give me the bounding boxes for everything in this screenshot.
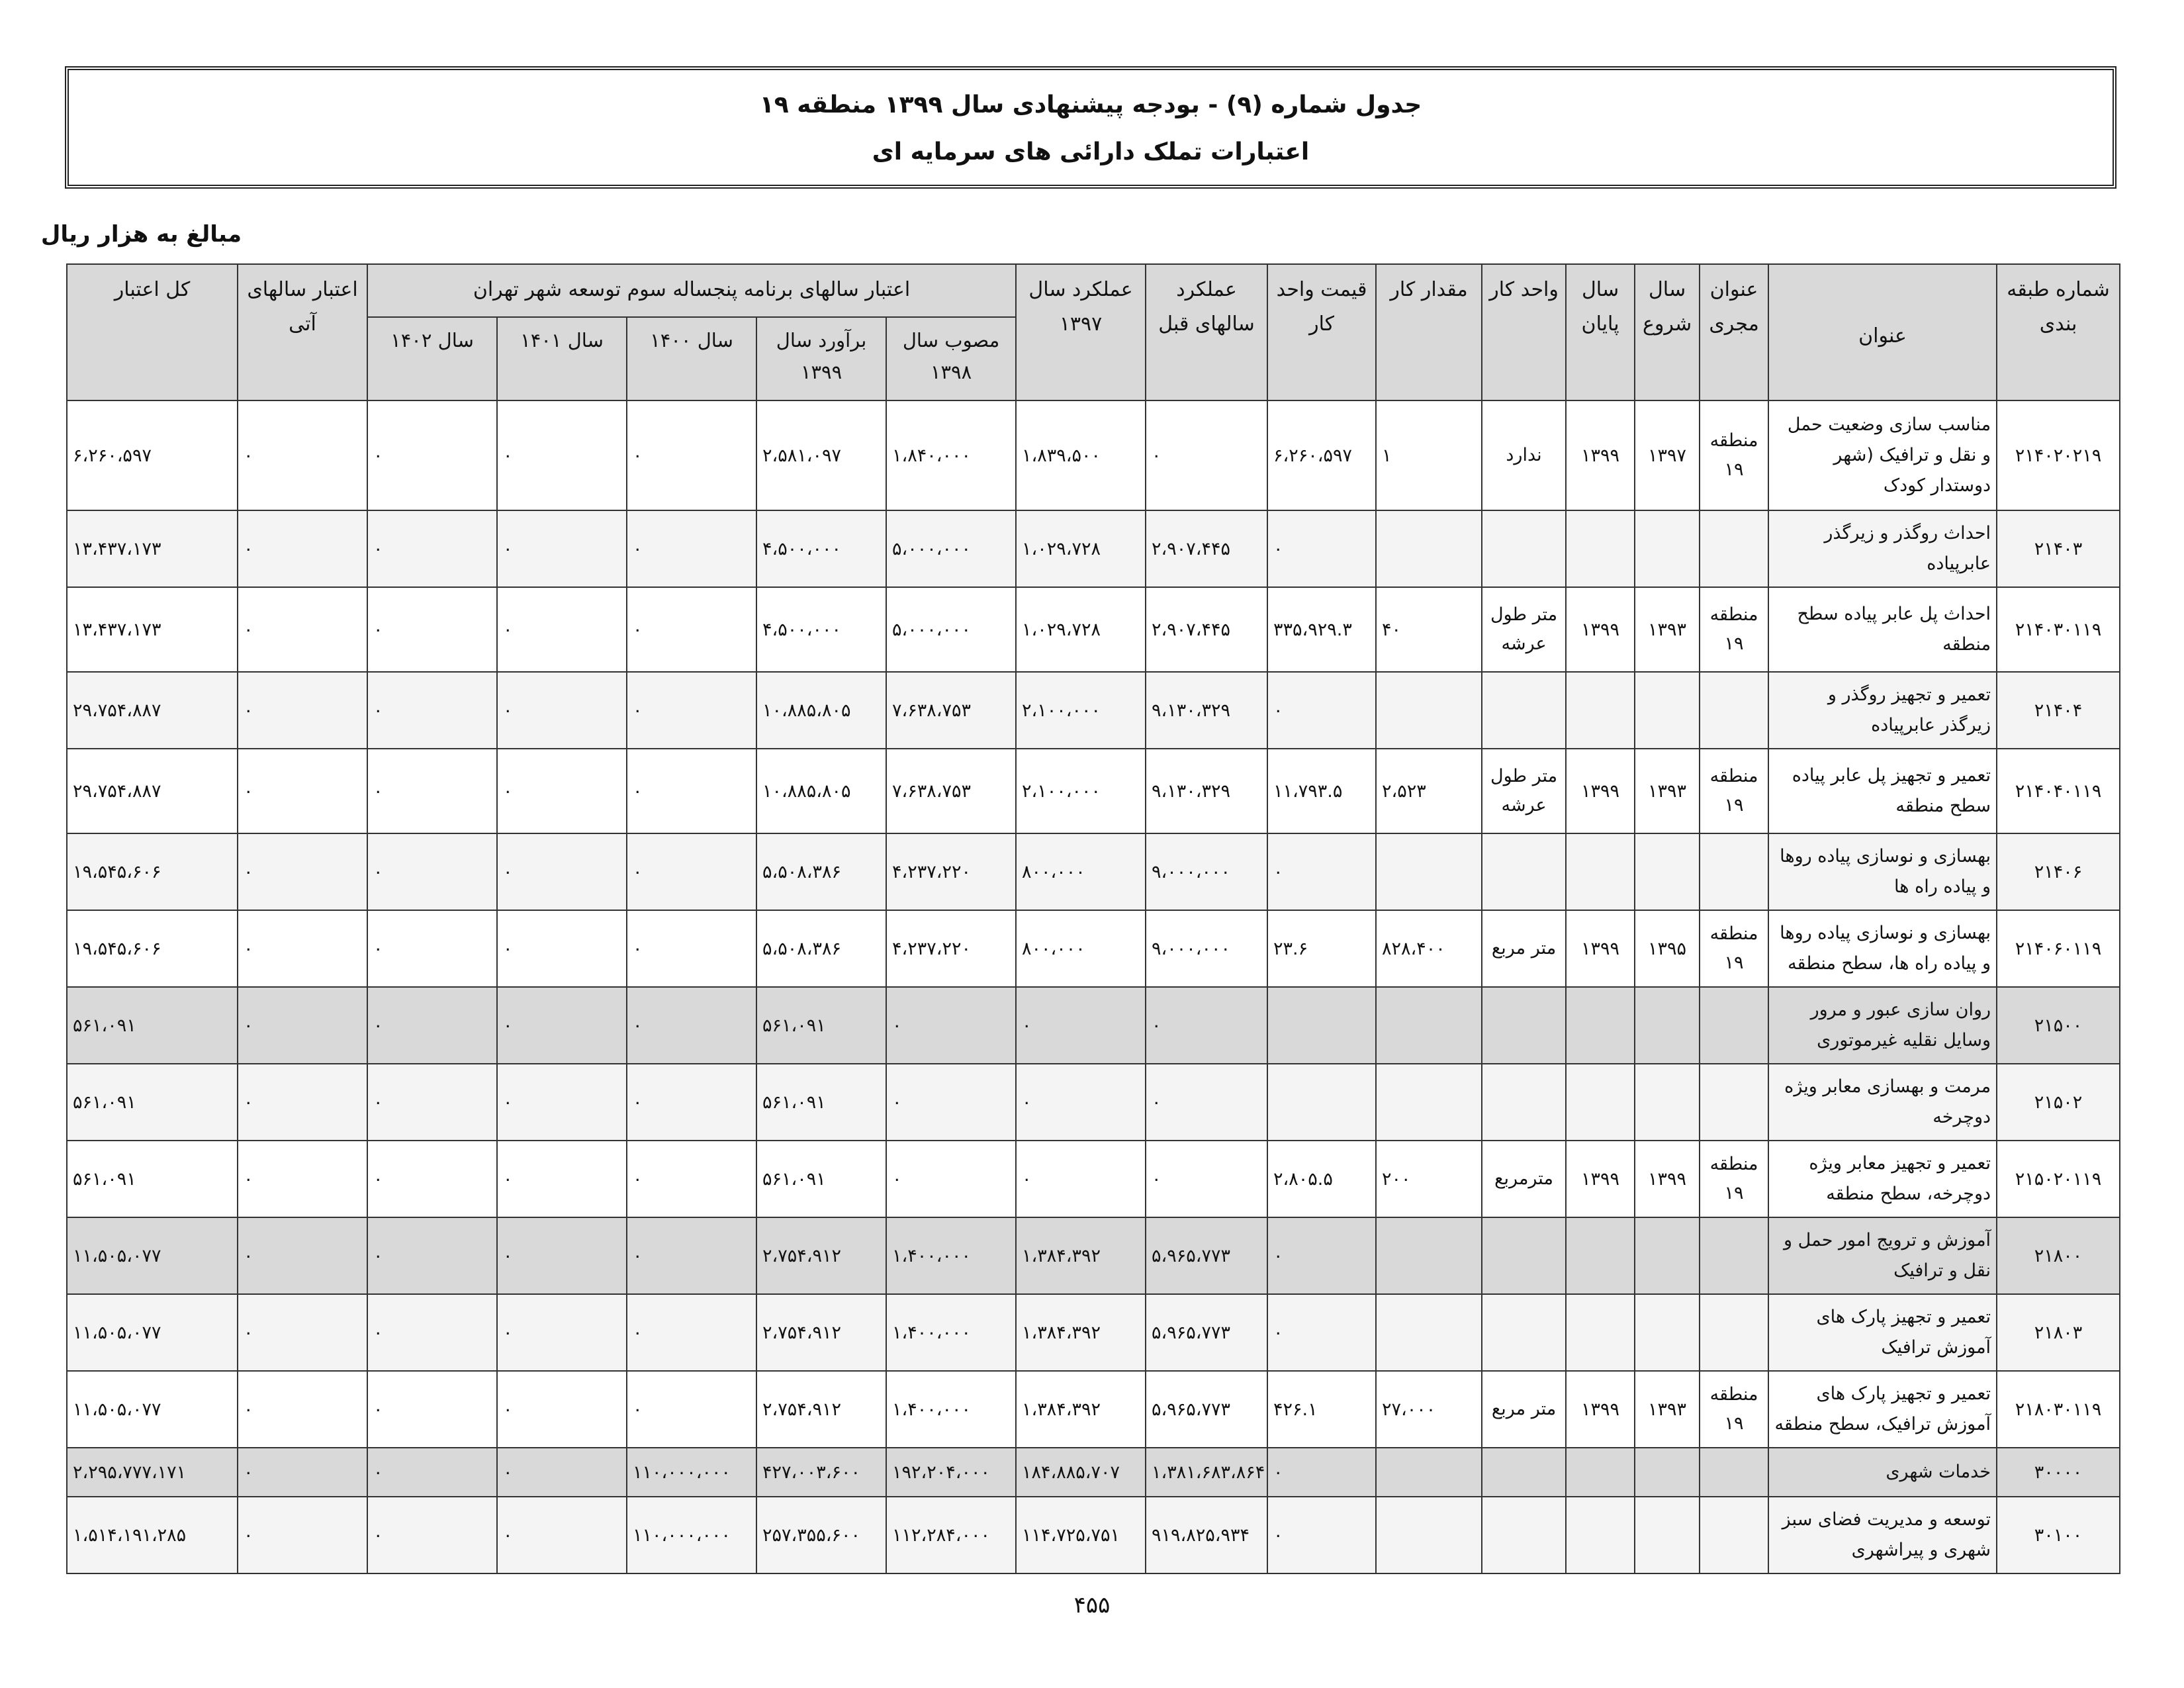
- unit-label: مبالغ به هزار ریال: [40, 221, 242, 248]
- cell-y1402: ۰: [367, 672, 497, 749]
- cell-e1399: ۲،۷۵۴،۹۱۲: [756, 1217, 886, 1294]
- cell-start: [1635, 1064, 1700, 1141]
- cell-amount: ۸۲۸،۴۰۰: [1376, 910, 1482, 987]
- cell-unit: [1482, 1064, 1566, 1141]
- cell-p1397: ۱،۳۸۴،۳۹۲: [1016, 1217, 1146, 1294]
- table-row: [67, 672, 2120, 749]
- header-estimate-1399: برآورد سال ۱۳۹۹: [756, 317, 886, 400]
- cell-prev: ۵،۹۶۵،۷۷۳: [1146, 1217, 1267, 1294]
- cell-title: تعمیر و تجهیز پارک های آموزش ترافیک: [1768, 1294, 1997, 1371]
- cell-code: ۲۱۴۰۳: [1997, 510, 2120, 587]
- cell-y1401: ۰: [497, 987, 627, 1064]
- cell-price: ۰: [1267, 1448, 1376, 1497]
- cell-price: ۰: [1267, 510, 1376, 587]
- cell-a1398: ۵،۰۰۰،۰۰۰: [886, 510, 1016, 587]
- cell-unit: [1482, 672, 1566, 749]
- cell-price: ۰: [1267, 1217, 1376, 1294]
- cell-total: ۶،۲۶۰،۵۹۷: [67, 400, 238, 510]
- cell-prev: ۰: [1146, 1141, 1267, 1217]
- table-row: [67, 1141, 2120, 1217]
- cell-unit: متر مربع: [1482, 1371, 1566, 1448]
- header-start-year: سال شروع: [1635, 264, 1700, 400]
- table-row: [67, 987, 2120, 1064]
- cell-y1401: ۰: [497, 1294, 627, 1371]
- cell-unit: متر مربع: [1482, 910, 1566, 987]
- cell-total: ۲۹،۷۵۴،۸۸۷: [67, 749, 238, 833]
- cell-y1402: ۰: [367, 910, 497, 987]
- cell-e1399: ۲،۷۵۴،۹۱۲: [756, 1371, 886, 1448]
- cell-code: ۳۰۰۰۰: [1997, 1448, 2120, 1497]
- cell-code: ۲۱۴۰۲۰۲۱۹: [1997, 400, 2120, 510]
- cell-y1402: ۰: [367, 1294, 497, 1371]
- cell-amount: ۲۰۰: [1376, 1141, 1482, 1217]
- cell-title: خدمات شهری: [1768, 1448, 1997, 1497]
- cell-y1401: ۰: [497, 1064, 627, 1141]
- cell-future: ۰: [238, 987, 367, 1064]
- cell-amount: [1376, 833, 1482, 910]
- cell-title: آموزش و ترویج امور حمل و نقل و ترافیک: [1768, 1217, 1997, 1294]
- cell-a1398: ۱،۴۰۰،۰۰۰: [886, 1217, 1016, 1294]
- cell-y1402: ۰: [367, 1217, 497, 1294]
- cell-e1399: ۴۲۷،۰۰۳،۶۰۰: [756, 1448, 886, 1497]
- header-approved-1398: مصوب سال ۱۳۹۸: [886, 317, 1016, 400]
- cell-y1400: ۱۱۰،۰۰۰،۰۰۰: [627, 1448, 756, 1497]
- cell-future: ۰: [238, 1217, 367, 1294]
- cell-y1400: ۰: [627, 910, 756, 987]
- cell-e1399: ۵،۵۰۸،۳۸۶: [756, 910, 886, 987]
- cell-unit: متر طول عرشه: [1482, 749, 1566, 833]
- cell-e1399: ۱۰،۸۸۵،۸۰۵: [756, 749, 886, 833]
- table-row: [67, 1448, 2120, 1497]
- cell-start: ۱۳۹۹: [1635, 1141, 1700, 1217]
- cell-end: [1566, 672, 1635, 749]
- cell-p1397: ۱۸۴،۸۸۵،۷۰۷: [1016, 1448, 1146, 1497]
- cell-p1397: ۸۰۰،۰۰۰: [1016, 833, 1146, 910]
- cell-e1399: ۲،۵۸۱،۰۹۷: [756, 400, 886, 510]
- table-row: [67, 1217, 2120, 1294]
- cell-total: ۱۱،۵۰۵،۰۷۷: [67, 1371, 238, 1448]
- cell-unit: [1482, 833, 1566, 910]
- cell-p1397: ۱۱۴،۷۲۵،۷۵۱: [1016, 1497, 1146, 1573]
- cell-executor: منطقه ۱۹: [1700, 1371, 1768, 1448]
- cell-a1398: ۷،۶۳۸،۷۵۳: [886, 749, 1016, 833]
- cell-e1399: ۲۵۷،۳۵۵،۶۰۰: [756, 1497, 886, 1573]
- cell-y1400: ۰: [627, 672, 756, 749]
- cell-e1399: ۵۶۱،۰۹۱: [756, 987, 886, 1064]
- cell-unit: مترمربع: [1482, 1141, 1566, 1217]
- table-row: [67, 1294, 2120, 1371]
- cell-title: تعمیر و تجهیز معابر ویژه دوچرخه، سطح منطقه: [1768, 1141, 1997, 1217]
- cell-code: ۲۱۸۰۰: [1997, 1217, 2120, 1294]
- cell-total: ۱۳،۴۳۷،۱۷۳: [67, 587, 238, 672]
- cell-price: ۴۲۶.۱: [1267, 1371, 1376, 1448]
- cell-y1402: ۰: [367, 587, 497, 672]
- cell-future: ۰: [238, 510, 367, 587]
- header-program-group: اعتبار سالهای برنامه پنجساله سوم توسعه شهر تهران: [367, 264, 1016, 317]
- cell-start: [1635, 510, 1700, 587]
- cell-code: ۲۱۴۰۳۰۱۱۹: [1997, 587, 2120, 672]
- cell-executor: [1700, 1497, 1768, 1573]
- cell-start: ۱۳۹۷: [1635, 400, 1700, 510]
- cell-end: [1566, 1294, 1635, 1371]
- cell-title: بهسازی و نوسازی پیاده روها و پیاده راه ها، سطح منطقه: [1768, 910, 1997, 987]
- cell-end: ۱۳۹۹: [1566, 400, 1635, 510]
- cell-code: ۲۱۵۰۰: [1997, 987, 2120, 1064]
- cell-y1402: ۰: [367, 987, 497, 1064]
- cell-end: ۱۳۹۹: [1566, 1371, 1635, 1448]
- cell-unit: [1482, 1497, 1566, 1573]
- cell-start: [1635, 1294, 1700, 1371]
- cell-title: تعمیر و تجهیز پارک های آموزش ترافیک، سطح منطقه: [1768, 1371, 1997, 1448]
- cell-y1400: ۰: [627, 987, 756, 1064]
- cell-start: [1635, 1448, 1700, 1497]
- cell-future: ۰: [238, 749, 367, 833]
- cell-y1401: ۰: [497, 587, 627, 672]
- cell-p1397: ۱،۳۸۴،۳۹۲: [1016, 1294, 1146, 1371]
- cell-y1402: ۰: [367, 1497, 497, 1573]
- cell-y1401: ۰: [497, 833, 627, 910]
- cell-y1402: ۰: [367, 833, 497, 910]
- cell-title: روان سازی عبور و مرور وسایل نقلیه غیرموتوری: [1768, 987, 1997, 1064]
- cell-unit: ندارد: [1482, 400, 1566, 510]
- cell-y1400: ۰: [627, 1371, 756, 1448]
- header-work-unit: واحد کار: [1482, 264, 1566, 400]
- cell-total: ۱۹،۵۴۵،۶۰۶: [67, 910, 238, 987]
- cell-executor: [1700, 672, 1768, 749]
- cell-amount: ۲،۵۲۳: [1376, 749, 1482, 833]
- cell-y1400: ۰: [627, 1294, 756, 1371]
- cell-prev: ۵،۹۶۵،۷۷۳: [1146, 1294, 1267, 1371]
- cell-future: ۰: [238, 1497, 367, 1573]
- cell-unit: [1482, 1448, 1566, 1497]
- cell-future: ۰: [238, 587, 367, 672]
- cell-title: احداث پل عابر پیاده سطح منطقه: [1768, 587, 1997, 672]
- cell-end: ۱۳۹۹: [1566, 749, 1635, 833]
- header-year-1402: سال ۱۴۰۲: [367, 317, 497, 400]
- cell-a1398: ۵،۰۰۰،۰۰۰: [886, 587, 1016, 672]
- cell-y1401: ۰: [497, 1448, 627, 1497]
- header-executor: عنوان مجری: [1700, 264, 1768, 400]
- cell-amount: [1376, 1294, 1482, 1371]
- cell-y1400: ۰: [627, 1064, 756, 1141]
- cell-executor: [1700, 510, 1768, 587]
- cell-p1397: ۲،۱۰۰،۰۰۰: [1016, 672, 1146, 749]
- cell-total: ۱،۵۱۴،۱۹۱،۲۸۵: [67, 1497, 238, 1573]
- cell-price: ۱۱،۷۹۳.۵: [1267, 749, 1376, 833]
- cell-price: ۰: [1267, 1497, 1376, 1573]
- cell-start: ۱۳۹۳: [1635, 1371, 1700, 1448]
- cell-amount: [1376, 1497, 1482, 1573]
- cell-e1399: ۴،۵۰۰،۰۰۰: [756, 510, 886, 587]
- cell-total: ۱۳،۴۳۷،۱۷۳: [67, 510, 238, 587]
- cell-amount: ۲۷،۰۰۰: [1376, 1371, 1482, 1448]
- header-future-credit: اعتبار سالهای آتی: [238, 264, 367, 400]
- cell-executor: منطقه ۱۹: [1700, 587, 1768, 672]
- table-row: [67, 1064, 2120, 1141]
- header-year-1401: سال ۱۴۰۱: [497, 317, 627, 400]
- header-code: شماره طبقه بندی: [1997, 264, 2120, 400]
- cell-title: تعمیر و تجهیز پل عابر پیاده سطح منطقه: [1768, 749, 1997, 833]
- cell-executor: منطقه ۱۹: [1700, 910, 1768, 987]
- cell-end: ۱۳۹۹: [1566, 910, 1635, 987]
- cell-unit: [1482, 1294, 1566, 1371]
- cell-start: [1635, 987, 1700, 1064]
- cell-start: [1635, 833, 1700, 910]
- cell-e1399: ۲،۷۵۴،۹۱۲: [756, 1294, 886, 1371]
- cell-p1397: ۰: [1016, 1141, 1146, 1217]
- cell-total: ۵۶۱،۰۹۱: [67, 1141, 238, 1217]
- cell-total: ۲،۲۹۵،۷۷۷،۱۷۱: [67, 1448, 238, 1497]
- cell-code: ۲۱۵۰۲۰۱۱۹: [1997, 1141, 2120, 1217]
- cell-future: ۰: [238, 910, 367, 987]
- cell-executor: [1700, 1448, 1768, 1497]
- cell-total: ۵۶۱،۰۹۱: [67, 1064, 238, 1141]
- header-work-amount: مقدار کار: [1376, 264, 1482, 400]
- header-title: عنوان: [1768, 264, 1997, 400]
- cell-start: ۱۳۹۳: [1635, 587, 1700, 672]
- cell-future: ۰: [238, 1141, 367, 1217]
- cell-a1398: ۱۱۲،۲۸۴،۰۰۰: [886, 1497, 1016, 1573]
- cell-y1402: ۰: [367, 1064, 497, 1141]
- cell-prev: ۰: [1146, 1064, 1267, 1141]
- cell-y1400: ۰: [627, 1141, 756, 1217]
- cell-code: ۲۱۵۰۲: [1997, 1064, 2120, 1141]
- cell-y1402: ۰: [367, 749, 497, 833]
- page-number: ۴۵۵: [1073, 1592, 1111, 1618]
- cell-amount: [1376, 1448, 1482, 1497]
- cell-amount: [1376, 987, 1482, 1064]
- cell-future: ۰: [238, 1448, 367, 1497]
- cell-code: ۲۱۴۰۴: [1997, 672, 2120, 749]
- cell-title: بهسازی و نوسازی پیاده روها و پیاده راه ها: [1768, 833, 1997, 910]
- cell-p1397: ۱،۳۸۴،۳۹۲: [1016, 1371, 1146, 1448]
- table-title-box: [65, 66, 2116, 189]
- cell-prev: ۵،۹۶۵،۷۷۳: [1146, 1371, 1267, 1448]
- cell-title: مرمت و بهسازی معابر ویژه دوچرخه: [1768, 1064, 1997, 1141]
- cell-price: ۰: [1267, 1294, 1376, 1371]
- cell-prev: ۹۱۹،۸۲۵،۹۳۴: [1146, 1497, 1267, 1573]
- cell-y1401: ۰: [497, 672, 627, 749]
- table-row: [67, 587, 2120, 672]
- cell-a1398: ۰: [886, 987, 1016, 1064]
- cell-prev: ۹،۰۰۰،۰۰۰: [1146, 910, 1267, 987]
- cell-total: ۱۱،۵۰۵،۰۷۷: [67, 1294, 238, 1371]
- cell-unit: [1482, 510, 1566, 587]
- cell-future: ۰: [238, 1294, 367, 1371]
- cell-y1400: ۱۱۰،۰۰۰،۰۰۰: [627, 1497, 756, 1573]
- cell-future: ۰: [238, 1064, 367, 1141]
- cell-future: ۰: [238, 672, 367, 749]
- cell-unit: متر طول عرشه: [1482, 587, 1566, 672]
- cell-price: ۳۳۵،۹۲۹.۳: [1267, 587, 1376, 672]
- cell-y1400: ۰: [627, 400, 756, 510]
- cell-prev: ۹،۱۳۰،۳۲۹: [1146, 672, 1267, 749]
- cell-executor: [1700, 1217, 1768, 1294]
- cell-a1398: ۴،۲۳۷،۲۲۰: [886, 910, 1016, 987]
- cell-p1397: ۱،۰۲۹،۷۲۸: [1016, 510, 1146, 587]
- cell-code: ۲۱۴۰۴۰۱۱۹: [1997, 749, 2120, 833]
- cell-code: ۲۱۸۰۳۰۱۱۹: [1997, 1371, 2120, 1448]
- cell-code: ۲۱۴۰۶۰۱۱۹: [1997, 910, 2120, 987]
- cell-start: ۱۳۹۵: [1635, 910, 1700, 987]
- cell-price: ۰: [1267, 672, 1376, 749]
- cell-amount: [1376, 672, 1482, 749]
- cell-e1399: ۵۶۱،۰۹۱: [756, 1141, 886, 1217]
- cell-future: ۰: [238, 833, 367, 910]
- cell-amount: [1376, 1064, 1482, 1141]
- table-row: [67, 833, 2120, 910]
- cell-y1400: ۰: [627, 833, 756, 910]
- cell-prev: ۱،۳۸۱،۶۸۳،۸۶۴: [1146, 1448, 1267, 1497]
- cell-end: [1566, 1217, 1635, 1294]
- cell-end: [1566, 1064, 1635, 1141]
- cell-price: [1267, 1064, 1376, 1141]
- cell-prev: ۹،۰۰۰،۰۰۰: [1146, 833, 1267, 910]
- cell-y1400: ۰: [627, 510, 756, 587]
- cell-p1397: ۰: [1016, 987, 1146, 1064]
- cell-end: ۱۳۹۹: [1566, 1141, 1635, 1217]
- table-row: [67, 510, 2120, 587]
- table-subtitle: اعتبارات تملک دارائی های سرمایه ای: [872, 138, 1310, 165]
- cell-y1402: ۰: [367, 1371, 497, 1448]
- cell-p1397: ۲،۱۰۰،۰۰۰: [1016, 749, 1146, 833]
- cell-executor: منطقه ۱۹: [1700, 1141, 1768, 1217]
- cell-prev: ۲،۹۰۷،۴۴۵: [1146, 587, 1267, 672]
- budget-table: [66, 263, 2120, 1574]
- cell-y1401: ۰: [497, 1141, 627, 1217]
- cell-end: [1566, 1497, 1635, 1573]
- cell-total: ۵۶۱،۰۹۱: [67, 987, 238, 1064]
- cell-y1401: ۰: [497, 1371, 627, 1448]
- cell-title: احداث روگذر و زیرگذر عابرپیاده: [1768, 510, 1997, 587]
- cell-end: [1566, 987, 1635, 1064]
- cell-a1398: ۱،۸۴۰،۰۰۰: [886, 400, 1016, 510]
- table-row: [67, 400, 2120, 510]
- cell-y1402: ۰: [367, 400, 497, 510]
- cell-code: ۲۱۸۰۳: [1997, 1294, 2120, 1371]
- cell-a1398: ۰: [886, 1064, 1016, 1141]
- cell-end: [1566, 510, 1635, 587]
- header-performance-1397: عملکرد سال ۱۳۹۷: [1016, 264, 1146, 400]
- cell-executor: منطقه ۱۹: [1700, 749, 1768, 833]
- cell-executor: [1700, 1064, 1768, 1141]
- cell-future: ۰: [238, 1371, 367, 1448]
- cell-amount: ۴۰: [1376, 587, 1482, 672]
- cell-price: [1267, 987, 1376, 1064]
- table-row: [67, 1497, 2120, 1573]
- cell-start: ۱۳۹۳: [1635, 749, 1700, 833]
- cell-p1397: ۸۰۰،۰۰۰: [1016, 910, 1146, 987]
- cell-a1398: ۱،۴۰۰،۰۰۰: [886, 1371, 1016, 1448]
- cell-total: ۱۹،۵۴۵،۶۰۶: [67, 833, 238, 910]
- cell-amount: [1376, 1217, 1482, 1294]
- cell-end: [1566, 833, 1635, 910]
- cell-a1398: ۱،۴۰۰،۰۰۰: [886, 1294, 1016, 1371]
- header-prev-performance: عملکرد سالهای قبل: [1146, 264, 1267, 400]
- cell-e1399: ۴،۵۰۰،۰۰۰: [756, 587, 886, 672]
- cell-amount: [1376, 510, 1482, 587]
- cell-y1401: ۰: [497, 910, 627, 987]
- cell-title: مناسب سازی وضعیت حمل و نقل و ترافیک (شهر دوستدار کودک: [1768, 400, 1997, 510]
- header-unit-price: قیمت واحد کار: [1267, 264, 1376, 400]
- cell-unit: [1482, 1217, 1566, 1294]
- cell-y1400: ۰: [627, 749, 756, 833]
- cell-y1401: ۰: [497, 1217, 627, 1294]
- cell-prev: ۰: [1146, 400, 1267, 510]
- cell-executor: [1700, 833, 1768, 910]
- cell-price: ۲،۸۰۵.۵: [1267, 1141, 1376, 1217]
- cell-total: ۲۹،۷۵۴،۸۸۷: [67, 672, 238, 749]
- cell-price: ۶،۲۶۰،۵۹۷: [1267, 400, 1376, 510]
- cell-future: ۰: [238, 400, 367, 510]
- table-row: [67, 749, 2120, 833]
- cell-y1402: ۰: [367, 1448, 497, 1497]
- cell-y1402: ۰: [367, 510, 497, 587]
- cell-title: توسعه و مدیریت فضای سبز شهری و پیراشهری: [1768, 1497, 1997, 1573]
- cell-y1400: ۰: [627, 1217, 756, 1294]
- cell-y1400: ۰: [627, 587, 756, 672]
- table-row: [67, 910, 2120, 987]
- cell-p1397: ۰: [1016, 1064, 1146, 1141]
- cell-title: تعمیر و تجهیز روگذر و زیرگذر عابرپیاده: [1768, 672, 1997, 749]
- cell-start: [1635, 1497, 1700, 1573]
- cell-price: ۰: [1267, 833, 1376, 910]
- cell-y1402: ۰: [367, 1141, 497, 1217]
- cell-y1401: ۰: [497, 400, 627, 510]
- cell-a1398: ۱۹۲،۲۰۴،۰۰۰: [886, 1448, 1016, 1497]
- cell-price: ۲۳.۶: [1267, 910, 1376, 987]
- cell-start: [1635, 1217, 1700, 1294]
- cell-y1401: ۰: [497, 749, 627, 833]
- cell-a1398: ۰: [886, 1141, 1016, 1217]
- cell-unit: [1482, 987, 1566, 1064]
- cell-end: [1566, 1448, 1635, 1497]
- cell-executor: [1700, 987, 1768, 1064]
- cell-a1398: ۴،۲۳۷،۲۲۰: [886, 833, 1016, 910]
- cell-executor: منطقه ۱۹: [1700, 400, 1768, 510]
- table-row: [67, 1371, 2120, 1448]
- cell-p1397: ۱،۰۲۹،۷۲۸: [1016, 587, 1146, 672]
- table-title: جدول شماره (۹) - بودجه پیشنهادی سال ۱۳۹۹ منطقه ۱۹: [759, 91, 1422, 118]
- header-end-year: سال پایان: [1566, 264, 1635, 400]
- cell-start: [1635, 672, 1700, 749]
- cell-e1399: ۵،۵۰۸،۳۸۶: [756, 833, 886, 910]
- cell-prev: ۰: [1146, 987, 1267, 1064]
- cell-y1401: ۰: [497, 1497, 627, 1573]
- cell-a1398: ۷،۶۳۸،۷۵۳: [886, 672, 1016, 749]
- cell-end: ۱۳۹۹: [1566, 587, 1635, 672]
- cell-y1401: ۰: [497, 510, 627, 587]
- cell-e1399: ۵۶۱،۰۹۱: [756, 1064, 886, 1141]
- cell-p1397: ۱،۸۳۹،۵۰۰: [1016, 400, 1146, 510]
- cell-prev: ۲،۹۰۷،۴۴۵: [1146, 510, 1267, 587]
- cell-executor: [1700, 1294, 1768, 1371]
- header-total-credit: کل اعتبار: [67, 264, 238, 400]
- cell-e1399: ۱۰،۸۸۵،۸۰۵: [756, 672, 886, 749]
- table-body: [67, 400, 2120, 1573]
- cell-code: ۲۱۴۰۶: [1997, 833, 2120, 910]
- cell-amount: ۱: [1376, 400, 1482, 510]
- header-year-1400: سال ۱۴۰۰: [627, 317, 756, 400]
- cell-code: ۳۰۱۰۰: [1997, 1497, 2120, 1573]
- cell-total: ۱۱،۵۰۵،۰۷۷: [67, 1217, 238, 1294]
- cell-prev: ۹،۱۳۰،۳۲۹: [1146, 749, 1267, 833]
